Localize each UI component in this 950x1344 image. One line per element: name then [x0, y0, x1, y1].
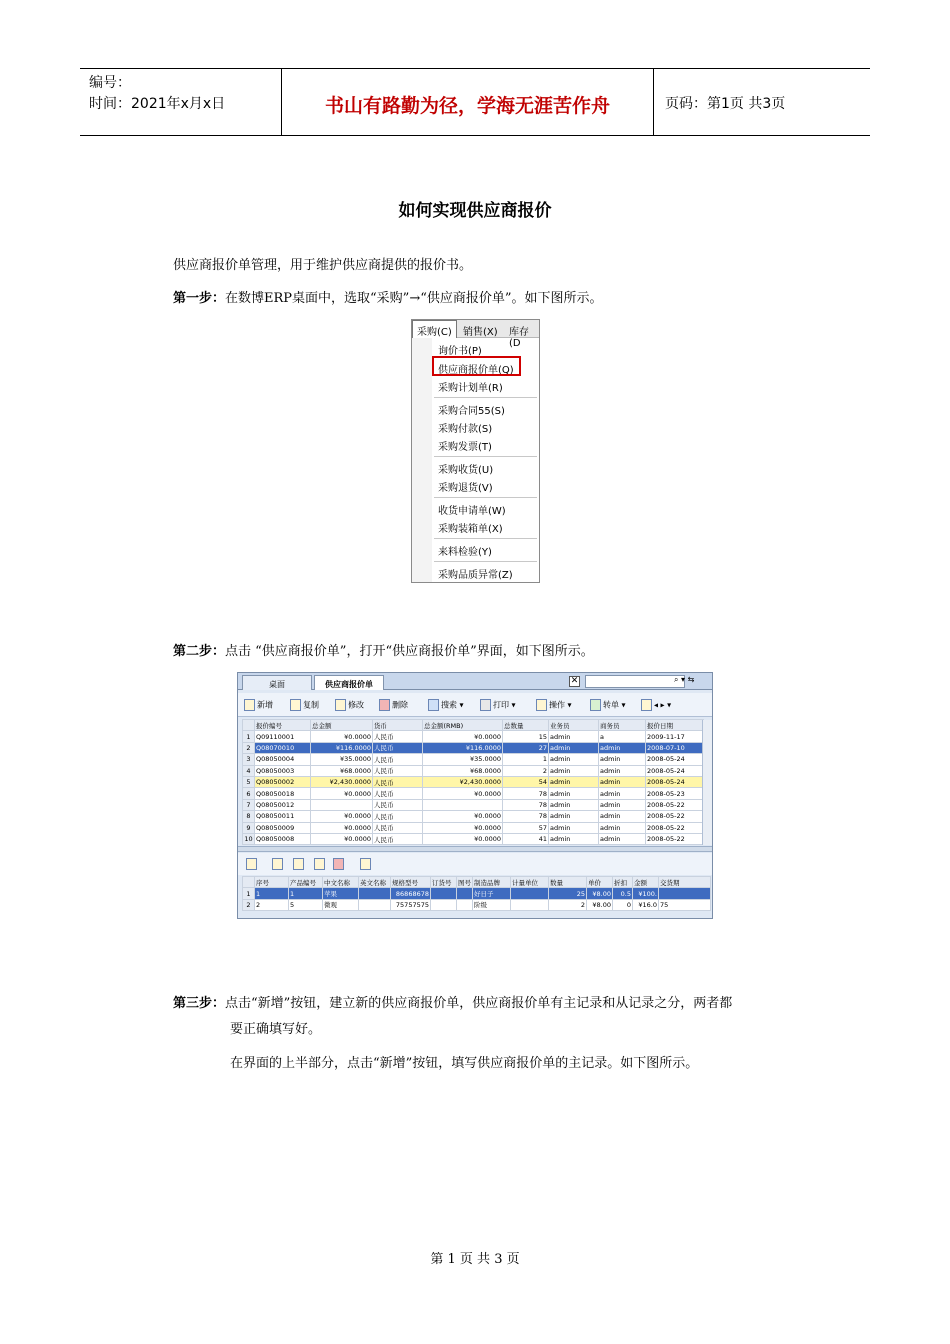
table-cell[interactable]: 2008-05-24: [646, 765, 704, 776]
add-icon[interactable]: [272, 858, 283, 870]
delete-icon: [379, 699, 390, 711]
transfer-label: 转单: [603, 700, 619, 710]
table-cell[interactable]: 微观: [323, 899, 359, 910]
table-row[interactable]: [243, 731, 704, 742]
row-number: 9: [243, 822, 255, 833]
operate-icon: [536, 699, 547, 711]
table-cell[interactable]: admin: [599, 765, 646, 776]
table-cell[interactable]: Q08050002: [255, 776, 311, 787]
table-cell[interactable]: admin: [549, 788, 599, 799]
table-cell[interactable]: [511, 888, 549, 899]
menu-item[interactable]: 采购品质异常(Z): [438, 570, 513, 581]
print-button[interactable]: 打印 ▾: [480, 699, 516, 711]
splitter[interactable]: [238, 846, 712, 852]
header-table: [80, 68, 870, 136]
column-header[interactable]: 中文名称: [323, 877, 359, 888]
table-cell[interactable]: 人民币: [373, 822, 423, 833]
menu-bar: [412, 320, 539, 349]
search-label: 搜索: [441, 700, 457, 710]
table-cell[interactable]: 15: [503, 731, 549, 742]
table-cell[interactable]: [659, 888, 711, 899]
table-cell[interactable]: admin: [549, 765, 599, 776]
table-cell[interactable]: 阶级: [473, 899, 511, 910]
table-cell[interactable]: 27: [503, 742, 549, 753]
menu-item[interactable]: 采购收货(U): [438, 465, 494, 476]
step2-label: 第二步：: [173, 644, 226, 659]
table-row[interactable]: [243, 899, 711, 910]
table-cell[interactable]: 2: [549, 899, 587, 910]
column-header[interactable]: 序号: [255, 877, 289, 888]
column-header[interactable]: 总金额: [311, 720, 373, 731]
table-cell[interactable]: [359, 899, 391, 910]
table-cell[interactable]: ¥0.0000: [423, 822, 503, 833]
step1-label: 第一步：: [173, 291, 226, 306]
column-header[interactable]: 英文名称: [359, 877, 391, 888]
table-cell[interactable]: ¥2,430.0000: [423, 776, 503, 787]
table-cell[interactable]: 41: [503, 833, 549, 844]
table-cell[interactable]: admin: [549, 799, 599, 810]
table-cell[interactable]: admin: [599, 822, 646, 833]
table-cell[interactable]: 54: [503, 776, 549, 787]
table-cell[interactable]: admin: [549, 822, 599, 833]
menu-item[interactable]: 询价书(P): [438, 346, 482, 357]
step3-text: 点击“新增”按钮，建立新的供应商报价单，供应商报价单有主记录和从记录之分，两者都: [225, 996, 733, 1011]
table-cell[interactable]: 人民币: [373, 731, 423, 742]
table-cell[interactable]: ¥0.0000: [423, 788, 503, 799]
header-meta: [89, 73, 225, 115]
table-cell[interactable]: 78: [503, 799, 549, 810]
table-cell[interactable]: ¥0.0000: [311, 822, 373, 833]
table-row[interactable]: [243, 811, 704, 822]
table-cell[interactable]: [423, 799, 503, 810]
table-cell[interactable]: [511, 899, 549, 910]
table-cell[interactable]: 25: [549, 888, 587, 899]
table-cell[interactable]: 人民币: [373, 788, 423, 799]
add-label: 新增: [257, 700, 273, 710]
table-cell[interactable]: admin: [599, 811, 646, 822]
row-number: 1: [243, 731, 255, 742]
tab-desktop[interactable]: 桌面: [242, 675, 312, 690]
table-cell[interactable]: 2008-05-23: [646, 788, 704, 799]
column-header[interactable]: 数量: [549, 877, 587, 888]
search-icon[interactable]: ⌕ ▾ ⇆: [674, 675, 695, 684]
table-cell[interactable]: ¥0.0000: [423, 731, 503, 742]
detail-header-row: [243, 877, 711, 888]
search-button[interactable]: 搜索 ▾: [428, 699, 464, 711]
column-header[interactable]: 制造品牌: [473, 877, 511, 888]
table-cell[interactable]: ¥0.0000: [311, 731, 373, 742]
detail-table: [242, 876, 711, 911]
column-header[interactable]: 交货期: [659, 877, 711, 888]
table-cell[interactable]: 57: [503, 822, 549, 833]
master-header-row: [243, 720, 704, 731]
table-cell[interactable]: admin: [599, 799, 646, 810]
table-cell[interactable]: 0.5: [613, 888, 633, 899]
table-cell[interactable]: Q08050018: [255, 788, 311, 799]
menu-item[interactable]: 收货申请单(W): [438, 506, 506, 517]
search-input[interactable]: [585, 675, 685, 688]
column-header[interactable]: 商务员: [599, 720, 646, 731]
step2-text: 点击 “供应商报价单”，打开“供应商报价单”界面，如下图所示。: [225, 644, 594, 659]
column-header[interactable]: 报价日期: [646, 720, 704, 731]
copy-button[interactable]: [290, 699, 319, 711]
table-cell[interactable]: 人民币: [373, 776, 423, 787]
column-header[interactable]: 业务员: [549, 720, 599, 731]
column-header[interactable]: 折扣: [613, 877, 633, 888]
table-cell[interactable]: 2009-11-17: [646, 731, 704, 742]
table-cell[interactable]: [457, 899, 473, 910]
table-cell[interactable]: ¥100.: [633, 888, 659, 899]
table-cell[interactable]: Q08050003: [255, 765, 311, 776]
table-cell[interactable]: Q08050009: [255, 822, 311, 833]
operate-button[interactable]: 操作 ▾: [536, 699, 572, 711]
table-cell[interactable]: 好日子: [473, 888, 511, 899]
table-cell[interactable]: 0: [613, 899, 633, 910]
column-header[interactable]: 规格型号: [391, 877, 431, 888]
table-cell[interactable]: admin: [599, 833, 646, 844]
copy-icon[interactable]: [293, 858, 304, 870]
menu-bar-inventory[interactable]: 库存(D: [509, 327, 529, 349]
table-cell[interactable]: 1: [289, 888, 323, 899]
menu-icon-strip: [412, 338, 432, 582]
menu-separator: [434, 561, 537, 562]
row-number-header: [243, 720, 255, 731]
table-cell[interactable]: Q08050004: [255, 754, 311, 765]
highlight-box: [432, 356, 521, 376]
add-button[interactable]: [244, 699, 273, 711]
table-cell[interactable]: 2: [255, 899, 289, 910]
menu-bar-purchase[interactable]: 采购(C): [412, 320, 457, 338]
table-cell[interactable]: [431, 888, 457, 899]
menu-bar-sales[interactable]: 销售(X): [463, 327, 498, 338]
copy-icon: [290, 699, 301, 711]
list-icon[interactable]: [246, 858, 257, 870]
menu-item[interactable]: 采购付款(S): [438, 424, 493, 435]
step3-label: 第三步：: [173, 996, 226, 1011]
nav-buttons[interactable]: ◂ ▸ ▾: [641, 699, 671, 711]
table-cell[interactable]: ¥8.00: [587, 888, 613, 899]
tab-supplier-quote[interactable]: 供应商报价单: [314, 675, 384, 690]
table-row[interactable]: [243, 788, 704, 799]
table-cell[interactable]: ¥35.0000: [423, 754, 503, 765]
table-cell[interactable]: ¥68.0000: [423, 765, 503, 776]
edit-icon: [335, 699, 346, 711]
row-number: 6: [243, 788, 255, 799]
table-cell[interactable]: ¥2,430.0000: [311, 776, 373, 787]
page-footer: 第 1 页 共 3 页: [430, 1252, 520, 1267]
menu-item[interactable]: 采购合同55(S): [438, 406, 505, 417]
step3-paragraph-cont: 要正确填写好。: [230, 1022, 322, 1037]
table-cell[interactable]: admin: [599, 754, 646, 765]
edit-button[interactable]: [335, 699, 364, 711]
column-header[interactable]: 报价编号: [255, 720, 311, 731]
column-header[interactable]: 产品编号: [289, 877, 323, 888]
menu-separator: [434, 397, 537, 398]
table-cell[interactable]: 2008-05-22: [646, 811, 704, 822]
table-cell[interactable]: 人民币: [373, 742, 423, 753]
table-cell[interactable]: 5: [289, 899, 323, 910]
row-number-header: [243, 877, 255, 888]
doc-title: 如何实现供应商报价: [398, 201, 552, 221]
table-cell[interactable]: admin: [599, 742, 646, 753]
delete-button[interactable]: [379, 699, 408, 711]
table-cell[interactable]: Q08070010: [255, 742, 311, 753]
table-row[interactable]: [243, 754, 704, 765]
toolbar: [238, 693, 712, 717]
table-cell[interactable]: admin: [549, 754, 599, 765]
step3-paragraph-2: 在界面的上半部分，点击“新增”按钮，填写供应商报价单的主记录。如下图所示。: [230, 1056, 699, 1071]
transfer-icon: [590, 699, 601, 711]
erp-window-screenshot: [237, 672, 713, 919]
table-cell[interactable]: 2008-07-10: [646, 742, 704, 753]
master-table: [242, 719, 704, 845]
table-cell[interactable]: ¥8.00: [587, 899, 613, 910]
table-cell[interactable]: ¥116.0000: [311, 742, 373, 753]
menu-separator: [434, 497, 537, 498]
time-label: 时间：2021年x月x日: [89, 96, 226, 112]
detail-toolbar: [238, 853, 712, 875]
menu-separator: [434, 538, 537, 539]
purchase-menu-screenshot: [411, 319, 540, 583]
print-label: 打印: [493, 700, 509, 710]
intro-paragraph: 供应商报价单管理，用于维护供应商提供的报价书。: [173, 258, 473, 273]
table-cell[interactable]: 2008-05-22: [646, 822, 704, 833]
table-cell[interactable]: ¥68.0000: [311, 765, 373, 776]
table-cell[interactable]: 人民币: [373, 811, 423, 822]
add-icon: [244, 699, 255, 711]
table-row[interactable]: [243, 888, 711, 899]
table-cell[interactable]: 苹果: [323, 888, 359, 899]
table-cell[interactable]: [311, 799, 373, 810]
table-cell[interactable]: ¥16.0: [633, 899, 659, 910]
menu-item[interactable]: 来料检验(Y): [438, 547, 492, 558]
table-cell[interactable]: 2008-05-24: [646, 776, 704, 787]
table-row[interactable]: [243, 742, 704, 753]
table-cell[interactable]: 人民币: [373, 754, 423, 765]
table-cell[interactable]: [359, 888, 391, 899]
table-row[interactable]: [243, 776, 704, 787]
table-cell[interactable]: 2008-05-24: [646, 754, 704, 765]
table-row[interactable]: [243, 765, 704, 776]
header-page-info: 页码：第1页 共3页: [665, 96, 786, 112]
header-motto: 书山有路勤为径，学海无涯苦作舟: [324, 95, 610, 117]
table-cell[interactable]: 2008-05-22: [646, 833, 704, 844]
menu-item-supplier-quote[interactable]: 供应商报价单(Q): [438, 365, 514, 376]
column-header[interactable]: 单价: [587, 877, 613, 888]
table-cell[interactable]: a: [599, 731, 646, 742]
column-header[interactable]: 计量单位: [511, 877, 549, 888]
print-icon: [480, 699, 491, 711]
table-cell[interactable]: 人民币: [373, 833, 423, 844]
row-number: 4: [243, 765, 255, 776]
step1-paragraph: [173, 289, 603, 309]
column-header[interactable]: 图号: [457, 877, 473, 888]
search-icon: [428, 699, 439, 711]
column-header[interactable]: 货币: [373, 720, 423, 731]
delete-icon[interactable]: [333, 858, 344, 870]
table-cell[interactable]: 1: [503, 754, 549, 765]
row-number: 2: [243, 742, 255, 753]
delete-label: 删除: [392, 700, 408, 710]
operate-icon[interactable]: [360, 858, 371, 870]
row-number: 2: [243, 899, 255, 910]
table-cell[interactable]: ¥0.0000: [311, 811, 373, 822]
table-cell[interactable]: 人民币: [373, 765, 423, 776]
table-cell[interactable]: 人民币: [373, 799, 423, 810]
edit-icon[interactable]: [314, 858, 325, 870]
table-row[interactable]: [243, 833, 704, 844]
table-cell[interactable]: 75: [659, 899, 711, 910]
vertical-scrollbar[interactable]: [702, 720, 712, 845]
menu-separator: [434, 456, 537, 457]
table-cell[interactable]: 86868678: [391, 888, 431, 899]
close-icon[interactable]: ✕: [570, 676, 579, 686]
operate-label: 操作: [549, 700, 565, 710]
step2-paragraph: [173, 642, 594, 662]
list-icon: [641, 699, 652, 711]
table-cell[interactable]: admin: [549, 742, 599, 753]
row-number: 5: [243, 776, 255, 787]
table-cell[interactable]: ¥0.0000: [311, 788, 373, 799]
table-cell[interactable]: Q08050012: [255, 799, 311, 810]
table-cell[interactable]: 78: [503, 788, 549, 799]
table-cell[interactable]: 1: [255, 888, 289, 899]
table-cell[interactable]: admin: [549, 833, 599, 844]
edit-label: 修改: [348, 700, 364, 710]
tab-bar: [238, 673, 712, 690]
column-header[interactable]: 金额: [633, 877, 659, 888]
table-cell[interactable]: ¥116.0000: [423, 742, 503, 753]
row-number: 3: [243, 754, 255, 765]
copy-label: 复制: [303, 700, 319, 710]
table-cell[interactable]: Q08050011: [255, 811, 311, 822]
table-cell[interactable]: [457, 888, 473, 899]
table-cell[interactable]: admin: [549, 731, 599, 742]
table-cell[interactable]: [431, 899, 457, 910]
table-cell[interactable]: ¥35.0000: [311, 754, 373, 765]
table-cell[interactable]: 78: [503, 811, 549, 822]
menu-item[interactable]: 采购退货(V): [438, 483, 493, 494]
table-cell[interactable]: Q09110001: [255, 731, 311, 742]
table-cell[interactable]: admin: [599, 776, 646, 787]
row-number: 1: [243, 888, 255, 899]
table-cell[interactable]: ¥0.0000: [423, 833, 503, 844]
table-cell[interactable]: 2: [503, 765, 549, 776]
transfer-button[interactable]: 转单 ▾: [590, 699, 626, 711]
table-cell[interactable]: 75757575: [391, 899, 431, 910]
column-header[interactable]: 订货号: [431, 877, 457, 888]
table-cell[interactable]: Q08050008: [255, 833, 311, 844]
row-number: 10: [244, 835, 253, 844]
menu-item[interactable]: 采购发票(T): [438, 442, 492, 453]
table-cell[interactable]: admin: [549, 776, 599, 787]
row-number: 7: [243, 799, 255, 810]
menu-item[interactable]: 采购计划单(R): [438, 383, 503, 394]
row-number: 8: [243, 811, 255, 822]
number-label: 编号：: [89, 75, 131, 91]
menu-item[interactable]: 采购装箱单(X): [438, 524, 503, 535]
step3-paragraph: [173, 994, 732, 1014]
column-header[interactable]: 总数量: [503, 720, 549, 731]
table-cell[interactable]: admin: [599, 788, 646, 799]
table-row[interactable]: [243, 799, 704, 810]
step1-text: 在数博ERP桌面中，选取“采购”→“供应商报价单”。如下图所示。: [225, 291, 603, 306]
table-cell[interactable]: ¥0.0000: [311, 833, 373, 844]
table-cell[interactable]: 2008-05-22: [646, 799, 704, 810]
table-row[interactable]: [243, 822, 704, 833]
table-cell[interactable]: admin: [549, 811, 599, 822]
column-header[interactable]: 总金额(RMB): [423, 720, 503, 731]
table-cell[interactable]: ¥0.0000: [423, 811, 503, 822]
